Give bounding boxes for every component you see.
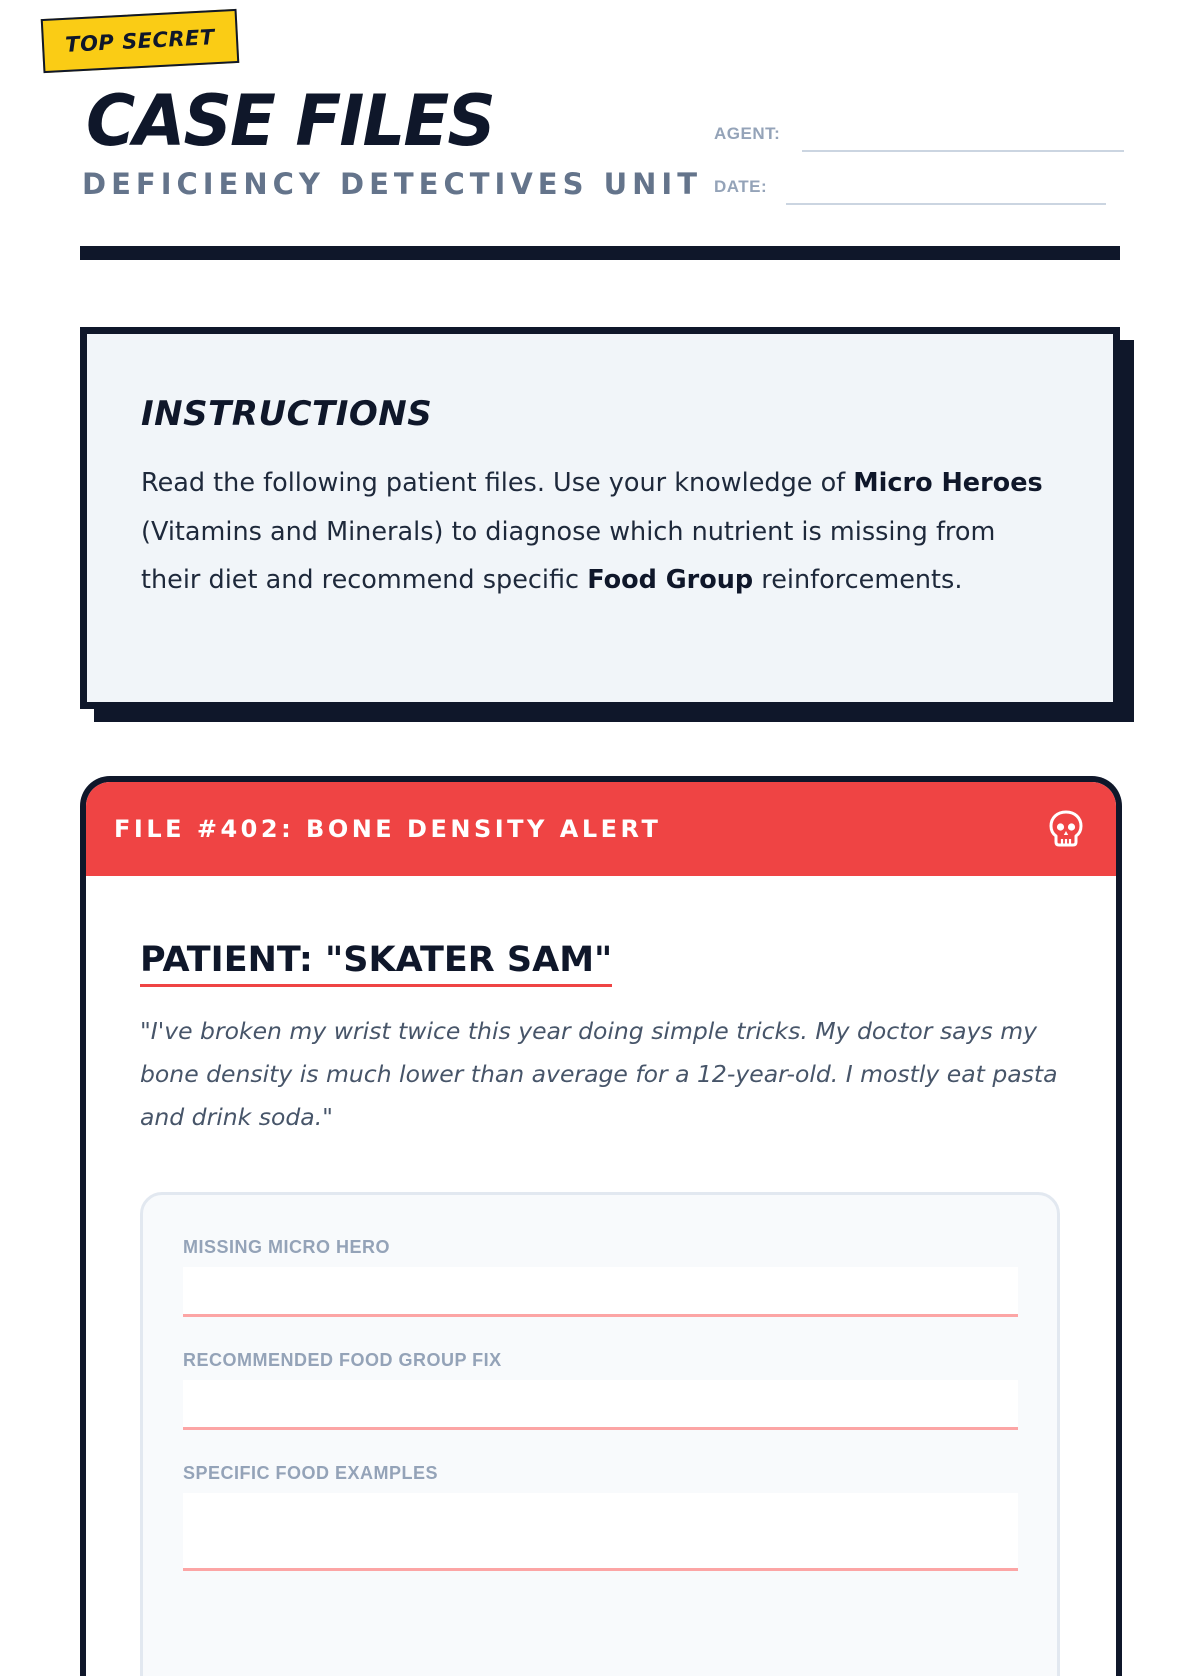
instructions-text-part: (Vitamins and Minerals) to diagnose which nutrient is missing from their diet and recommend specific [141,516,996,595]
header-divider [80,246,1120,260]
missing-micro-hero-label: MISSING MICRO HERO [183,1237,391,1257]
patient-quote: "I've broken my wrist twice this year doing simple tricks. My doctor says my bone density is much lower than average for a 12-year-old. I mostly eat pasta and drink soda." [140,1017,1058,1131]
case-file-title: FILE #402: BONE DENSITY ALERT [114,815,662,843]
patient-name: PATIENT: "SKATER SAM" [140,940,612,987]
agent-field[interactable] [802,150,1124,152]
instructions-heading: INSTRUCTIONS [141,394,433,434]
top-secret-stamp [41,9,240,73]
instructions-text [141,459,1061,605]
page-title: CASE FILES [86,80,494,162]
instructions-text-part: reinforcements. [753,565,963,595]
food-group-fix-input[interactable] [183,1380,1018,1430]
missing-micro-hero-input[interactable] [183,1267,1018,1317]
food-examples-input[interactable] [183,1493,1018,1571]
date-field[interactable] [786,203,1106,205]
food-group-fix-label: RECOMMENDED FOOD GROUP FIX [183,1350,502,1370]
instructions-panel [80,327,1120,709]
stamp-label: TOP SECRET [64,25,216,57]
instructions-text-part: Read the following patient files. Use your knowledge of [141,468,854,498]
case-file-card [80,776,1122,1676]
agent-label: AGENT: [714,124,781,143]
food-examples-label: SPECIFIC FOOD EXAMPLES [183,1463,439,1483]
food-group-term: Food Group [587,565,754,595]
case-file-header [86,782,1116,876]
page-subtitle: DEFICIENCY DETECTIVES UNIT [82,167,702,201]
date-label: DATE: [714,177,768,196]
skull-icon [1048,810,1084,848]
micro-heroes-term: Micro Heroes [853,468,1043,498]
diagnosis-form [140,1192,1060,1676]
